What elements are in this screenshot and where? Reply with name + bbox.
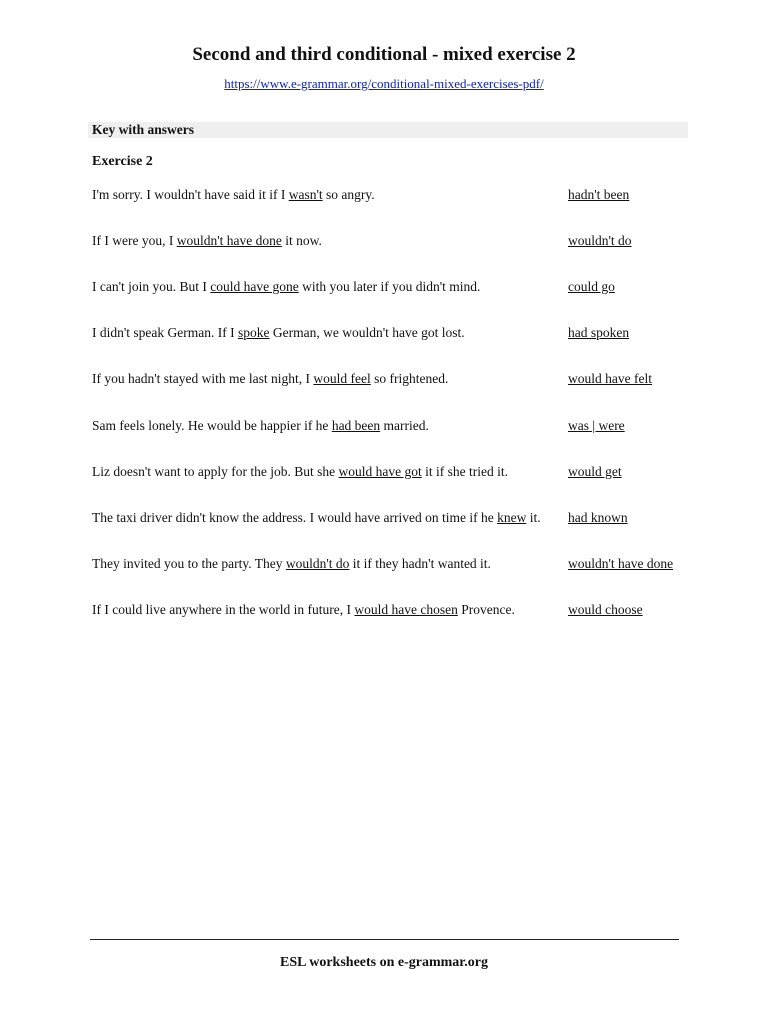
exercise-title: Exercise 2 <box>92 154 153 169</box>
sentence: Liz doesn't want to apply for the job. But she would have got it if she tried it. <box>92 464 508 479</box>
answer: could go <box>568 279 615 294</box>
key-heading-band <box>88 122 688 138</box>
page-title: Second and third conditional - mixed exercise 2 <box>192 44 576 65</box>
answer: would choose <box>568 602 643 617</box>
underlined-phrase: spoke <box>238 325 270 340</box>
answer: would get <box>568 464 622 479</box>
exercise-row <box>92 556 692 574</box>
source-url <box>0 76 768 92</box>
sentence: If you hadn't stayed with me last night, I would feel so frightened. <box>92 371 449 386</box>
sentence: I'm sorry. I wouldn't have said it if I wasn't so angry. <box>92 187 375 202</box>
underlined-phrase: wouldn't have done <box>176 233 282 248</box>
underlined-phrase: would have chosen <box>354 602 458 617</box>
sentence: I didn't speak German. If I spoke German, we wouldn't have got lost. <box>92 325 465 340</box>
footer-divider <box>90 939 679 940</box>
answer: had known <box>568 510 628 525</box>
answer: wouldn't do <box>568 233 632 248</box>
sentence: I can't join you. But I could have gone with you later if you didn't mind. <box>92 279 481 294</box>
sentence: They invited you to the party. They wouldn't do it if they hadn't wanted it. <box>92 556 491 571</box>
sentence: The taxi driver didn't know the address. I would have arrived on time if he knew it. <box>92 510 541 525</box>
underlined-phrase: wasn't <box>288 187 323 202</box>
exercise-row <box>92 187 692 205</box>
answer: had spoken <box>568 325 630 340</box>
key-heading: Key with answers <box>92 122 194 137</box>
underlined-phrase: wouldn't do <box>285 556 350 571</box>
exercise-row <box>92 418 692 436</box>
exercise-row <box>92 233 692 251</box>
underlined-phrase: knew <box>497 510 527 525</box>
answer: wouldn't have done <box>568 556 674 571</box>
underlined-phrase: had been <box>331 418 381 433</box>
answer: was | were <box>568 418 625 433</box>
underlined-phrase: could have gone <box>210 279 299 294</box>
answer: hadn't been <box>568 187 630 202</box>
underlined-phrase: would feel <box>313 371 371 386</box>
exercise-row <box>92 325 692 343</box>
footer-text: ESL worksheets on e-grammar.org <box>280 955 488 970</box>
exercise-row <box>92 464 692 482</box>
exercise-row <box>92 371 692 389</box>
underlined-phrase: would have got <box>338 464 422 479</box>
exercise-row <box>92 510 692 528</box>
exercise-row <box>92 602 692 620</box>
exercise-row <box>92 279 692 297</box>
sentence: If I were you, I wouldn't have done it now. <box>92 233 322 248</box>
sentence: If I could live anywhere in the world in future, I would have chosen Provence. <box>92 602 515 617</box>
source-link[interactable]: https://www.e-grammar.org/conditional-mixed-exercises-pdf/ <box>224 76 544 91</box>
answer: would have felt <box>568 371 652 386</box>
sentence: Sam feels lonely. He would be happier if he had been married. <box>92 418 429 433</box>
